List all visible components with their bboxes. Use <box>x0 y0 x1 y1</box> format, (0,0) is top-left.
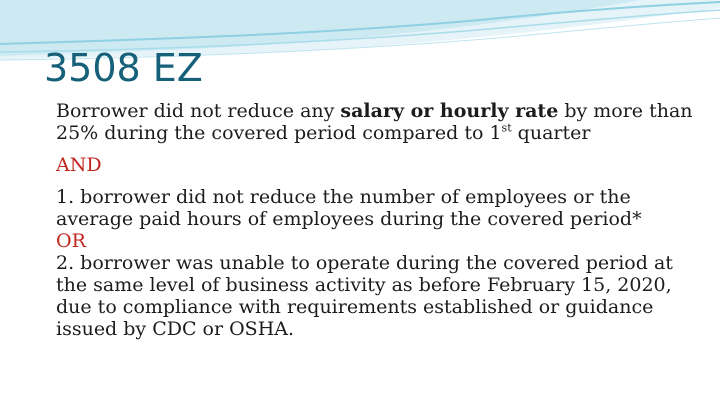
list-item-operations: 2. borrower was unable to operate during the covered period at the same level of business activity as before February 15, 2020, due to compliance with requirements established or guidance issued by CDC or OSHA. <box>56 252 673 340</box>
paragraph-text-mid: by more than 25% during the covered period compared to 1 <box>56 100 693 144</box>
slide-body <box>56 100 704 340</box>
and-connector: AND <box>56 154 102 176</box>
slide-title: 3508 EZ <box>44 46 203 90</box>
paragraph-text-end: quarter <box>511 122 591 144</box>
ordinal-superscript: st <box>501 121 512 135</box>
emphasis-salary-rate: salary or hourly rate <box>340 100 559 122</box>
paragraph-text-start: Borrower did not reduce any <box>56 100 341 122</box>
condition-paragraph <box>56 100 704 144</box>
or-connector: OR <box>56 230 86 252</box>
list-item-employees: 1. borrower did not reduce the number of employees or the average paid hours of employees during the covered period* <box>56 186 642 230</box>
